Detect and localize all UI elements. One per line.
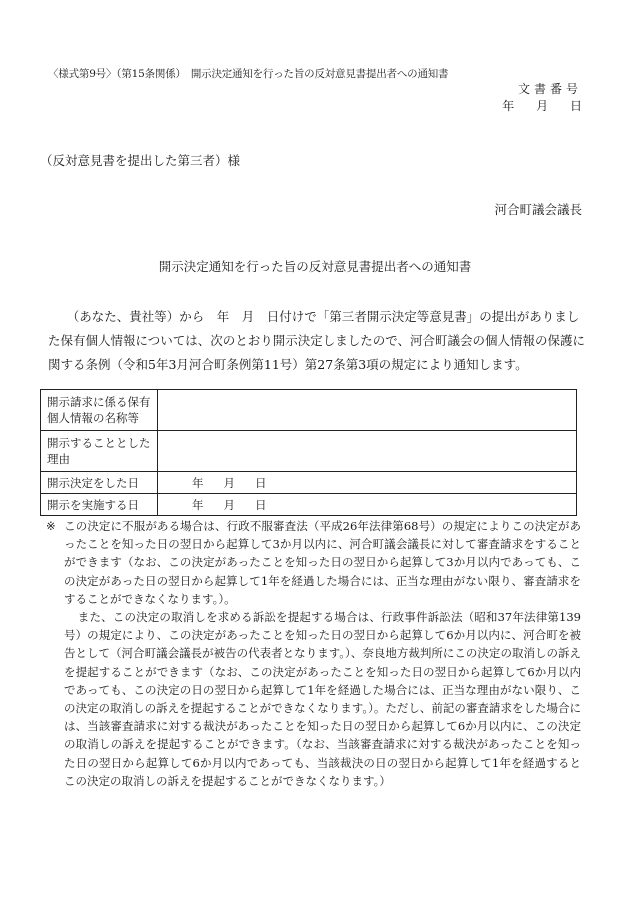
date-month: 月	[223, 475, 235, 490]
note-text-1: この決定に不服がある場合は、行政不服審査法（平成26年法律第68号）の規定によりこの決定があったことを知った日の翌日から起算して3か月以内に、河合町議会議長に対して審査請求をすることができます（なお、この決定があったことを知った日の翌日から起算して3か月以内であっても、この決定があった日の翌日から起算して1年を経過した場合には、正当な理由がない限り、審査請求をすることができなくなります。）。	[64, 519, 581, 606]
info-table	[40, 389, 577, 516]
date-year: 年	[502, 99, 515, 113]
document-title: 開示決定通知を行った旨の反対意見書提出者への通知書	[158, 259, 472, 274]
note-paragraph-2: また、この決定の取消しを求める訴訟を提起する場合は、行政事件訴訟法（昭和37年法律第139号）の規定により、この決定があったことを知った日の翌日から起算して6か月以内に、河合町を被告として（河合町議会議長が被告の代表者となります。）、奈良地方裁判所にこの決定の取消しの訴えを提起することができます（なお、この決定があったことを知った日の翌日から起算して6か月以内であっても、この決定の日の翌日から起算して1年を経過した場合には、正当な理由がない限り、この決定の取消しの訴えを提起することができなくなります。）。ただし、前記の審査請求をした場合には、当該審査請求に対する裁決があったことを知った日の翌日から起算して6か月以内に、この決定の取消しの訴えを提起することができます。（なお、当該審査請求に対する裁決があったことを知った日の翌日から起算して6か月以内であっても、当該裁決の日の翌日から起算して1年を経過するとこの決定の取消しの訴えを提起することができなくなります。）	[64, 610, 581, 788]
sender: 河合町議会議長	[494, 202, 582, 217]
row-date	[158, 494, 577, 516]
table-row	[41, 472, 577, 494]
date-year: 年	[192, 475, 204, 490]
addressee: （反対意見書を提出した第三者）様	[40, 153, 241, 168]
date-month: 月	[536, 99, 549, 113]
body-paragraph: （あなた、貴社等）から 年 月 日付けで「第三者開示決定等意見書」の提出がありました保有個人情報については、次のとおり開示決定しましたので、河合町議会の個人情報の保護に関する条例（令和5年3月河合町条例第11号）第27条第3項の規定により通知します。	[48, 309, 586, 372]
table-row	[41, 431, 577, 472]
table-row	[41, 494, 577, 516]
date-day: 日	[255, 497, 267, 512]
date-month: 月	[223, 497, 235, 512]
notes	[46, 517, 581, 790]
note-paragraph-1	[46, 517, 581, 608]
row-value	[158, 431, 577, 472]
form-label: 〈様式第9号〉（第15条関係） 開示決定通知を行った旨の反対意見書提出者への通知書	[48, 68, 449, 80]
row-label: 開示決定をした日	[41, 472, 158, 494]
note-mark: ※	[46, 519, 56, 533]
row-date	[158, 472, 577, 494]
date-day: 日	[255, 475, 267, 490]
row-label: 開示を実施する日	[41, 494, 158, 516]
row-value	[158, 390, 577, 431]
row-label: 開示することとした理由	[41, 431, 158, 472]
body-text	[48, 305, 586, 377]
document-date	[484, 97, 582, 114]
date-year: 年	[192, 497, 204, 512]
document-number-label: 文書番号	[517, 82, 582, 96]
date-day: 日	[569, 99, 582, 113]
table-row	[41, 390, 577, 431]
row-label: 開示請求に係る保有個人情報の名称等	[41, 390, 158, 431]
